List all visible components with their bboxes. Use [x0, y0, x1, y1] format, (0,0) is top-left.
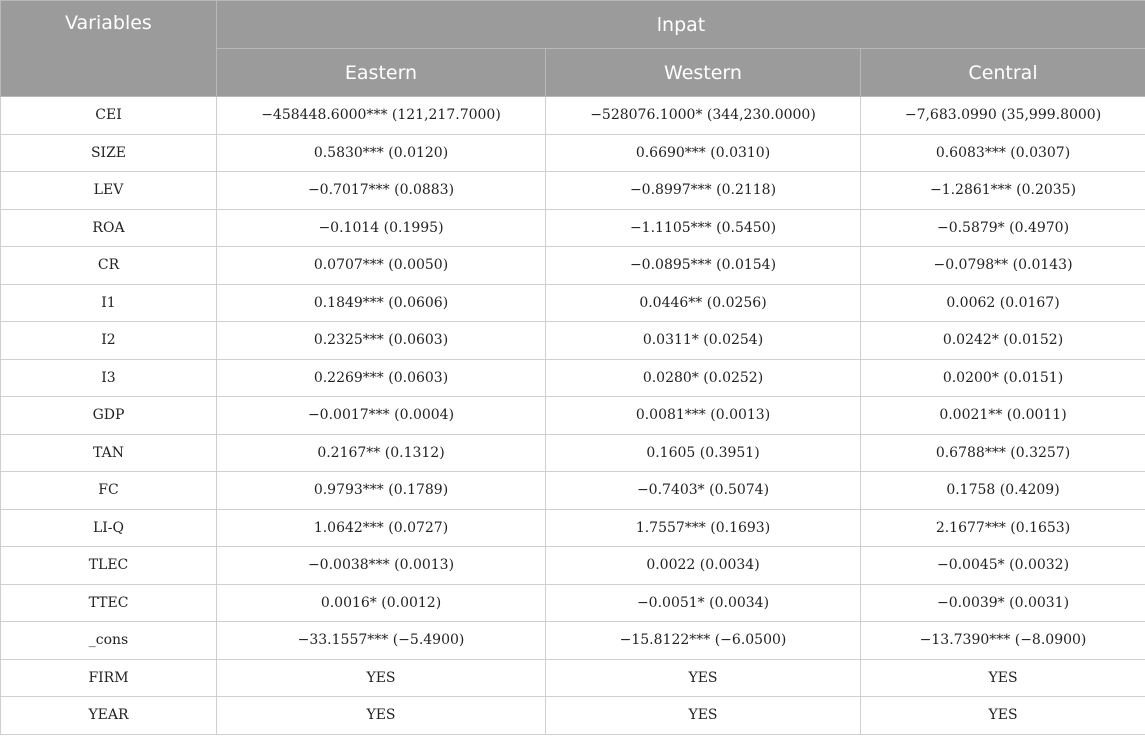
eastern-cell: 0.0707*** (0.0050) [217, 247, 546, 285]
eastern-cell: −33.1557*** (−5.4900) [217, 622, 546, 660]
western-cell: −1.1105*** (0.5450) [546, 209, 861, 247]
central-cell: 0.0242* (0.0152) [861, 322, 1145, 360]
eastern-cell: YES [217, 659, 546, 697]
table-body [1, 97, 1145, 735]
central-cell: 0.0200* (0.0151) [861, 359, 1145, 397]
western-cell: 0.0022 (0.0034) [546, 547, 861, 585]
table-row [1, 322, 1145, 360]
western-cell: −0.0895*** (0.0154) [546, 247, 861, 285]
variable-cell: LEV [1, 172, 217, 210]
table-row [1, 397, 1145, 435]
variable-cell: FIRM [1, 659, 217, 697]
central-cell: 2.1677*** (0.1653) [861, 509, 1145, 547]
variables-column-header: Variables [1, 1, 217, 97]
eastern-cell: −0.0017*** (0.0004) [217, 397, 546, 435]
central-cell: −13.7390*** (−8.0900) [861, 622, 1145, 660]
table-row [1, 359, 1145, 397]
table-row [1, 284, 1145, 322]
table-row [1, 434, 1145, 472]
central-cell: −7,683.0990 (35,999.8000) [861, 97, 1145, 135]
western-cell: 0.0311* (0.0254) [546, 322, 861, 360]
lnpat-group-header: lnpat [217, 1, 1145, 49]
variable-cell: I2 [1, 322, 217, 360]
eastern-cell: −0.1014 (0.1995) [217, 209, 546, 247]
central-cell: 0.6788*** (0.3257) [861, 434, 1145, 472]
eastern-cell: 0.2167** (0.1312) [217, 434, 546, 472]
table-row [1, 584, 1145, 622]
western-cell: 0.0081*** (0.0013) [546, 397, 861, 435]
western-cell: 0.0280* (0.0252) [546, 359, 861, 397]
western-cell: 0.0446** (0.0256) [546, 284, 861, 322]
variable-cell: ROA [1, 209, 217, 247]
table-row [1, 209, 1145, 247]
central-cell: 0.0062 (0.0167) [861, 284, 1145, 322]
eastern-cell: 0.2325*** (0.0603) [217, 322, 546, 360]
central-cell: −0.0045* (0.0032) [861, 547, 1145, 585]
central-cell: YES [861, 697, 1145, 735]
western-cell: 0.6690*** (0.0310) [546, 134, 861, 172]
variable-cell: I3 [1, 359, 217, 397]
table-row [1, 134, 1145, 172]
region-header-western: Western [546, 49, 861, 97]
variable-cell: TAN [1, 434, 217, 472]
eastern-cell: −0.0038*** (0.0013) [217, 547, 546, 585]
variable-cell: CR [1, 247, 217, 285]
western-cell: YES [546, 697, 861, 735]
variable-cell: GDP [1, 397, 217, 435]
eastern-cell: 0.2269*** (0.0603) [217, 359, 546, 397]
central-cell: YES [861, 659, 1145, 697]
eastern-cell: 0.0016* (0.0012) [217, 584, 546, 622]
table-row [1, 172, 1145, 210]
table-row [1, 659, 1145, 697]
variable-cell: I1 [1, 284, 217, 322]
central-cell: 0.0021** (0.0011) [861, 397, 1145, 435]
central-cell: −0.5879* (0.4970) [861, 209, 1145, 247]
western-cell: 0.1605 (0.3951) [546, 434, 861, 472]
table-row [1, 547, 1145, 585]
table-row [1, 97, 1145, 135]
eastern-cell: 0.1849*** (0.0606) [217, 284, 546, 322]
variable-cell: _cons [1, 622, 217, 660]
western-cell: −0.0051* (0.0034) [546, 584, 861, 622]
western-cell: −528076.1000* (344,230.0000) [546, 97, 861, 135]
eastern-cell: 0.9793*** (0.1789) [217, 472, 546, 510]
table-row [1, 472, 1145, 510]
table-row [1, 622, 1145, 660]
table-row [1, 247, 1145, 285]
table-header [1, 1, 1145, 97]
eastern-cell: 1.0642*** (0.0727) [217, 509, 546, 547]
table-row [1, 697, 1145, 735]
western-cell: −0.8997*** (0.2118) [546, 172, 861, 210]
central-cell: 0.6083*** (0.0307) [861, 134, 1145, 172]
table-row [1, 509, 1145, 547]
eastern-cell: YES [217, 697, 546, 735]
variable-cell: TTEC [1, 584, 217, 622]
eastern-cell: −0.7017*** (0.0883) [217, 172, 546, 210]
header-row-top [1, 1, 1145, 49]
variable-cell: LI-Q [1, 509, 217, 547]
region-header-eastern: Eastern [217, 49, 546, 97]
western-cell: −15.8122*** (−6.0500) [546, 622, 861, 660]
variable-cell: TLEC [1, 547, 217, 585]
variable-cell: SIZE [1, 134, 217, 172]
eastern-cell: −458448.6000*** (121,217.7000) [217, 97, 546, 135]
region-header-central: Central [861, 49, 1145, 97]
variable-cell: YEAR [1, 697, 217, 735]
eastern-cell: 0.5830*** (0.0120) [217, 134, 546, 172]
central-cell: 0.1758 (0.4209) [861, 472, 1145, 510]
variable-cell: CEI [1, 97, 217, 135]
central-cell: −1.2861*** (0.2035) [861, 172, 1145, 210]
variable-cell: FC [1, 472, 217, 510]
central-cell: −0.0798** (0.0143) [861, 247, 1145, 285]
central-cell: −0.0039* (0.0031) [861, 584, 1145, 622]
western-cell: YES [546, 659, 861, 697]
western-cell: 1.7557*** (0.1693) [546, 509, 861, 547]
western-cell: −0.7403* (0.5074) [546, 472, 861, 510]
